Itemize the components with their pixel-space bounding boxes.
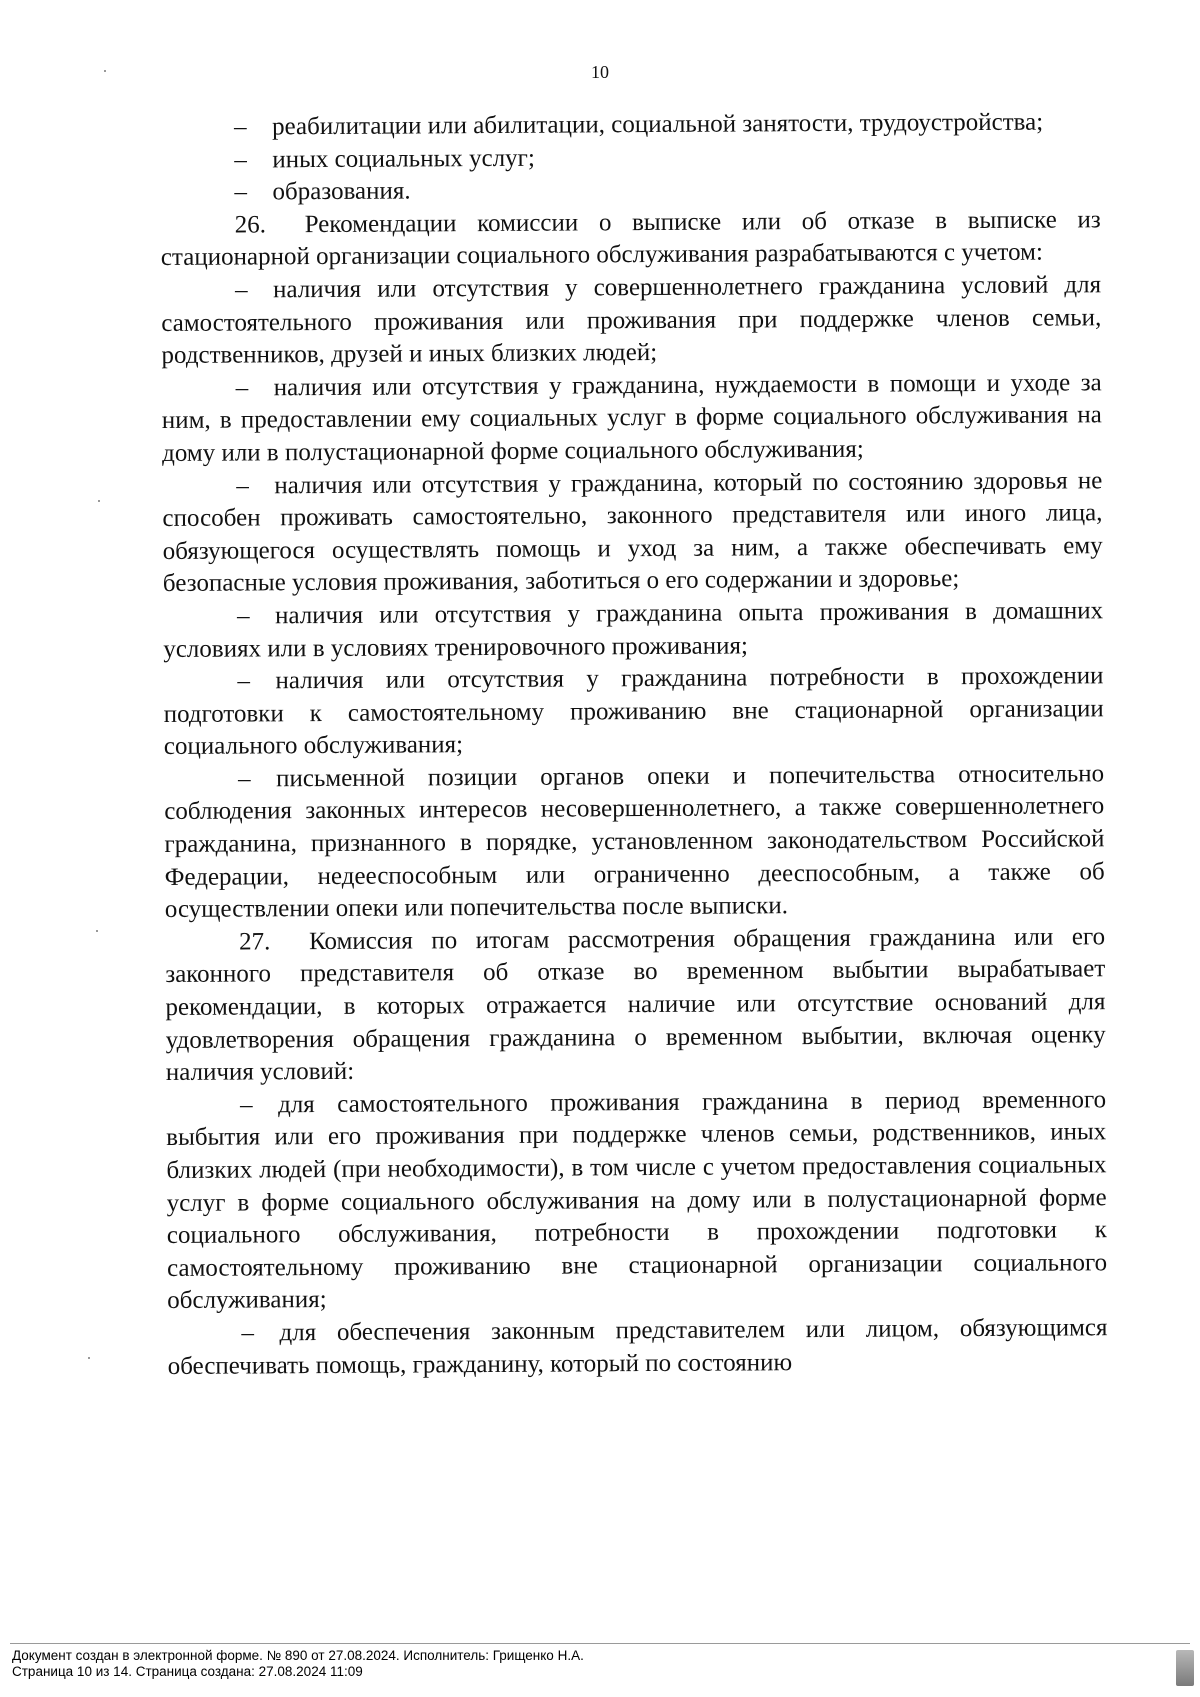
list-item: [163, 595, 1103, 666]
scan-speck: [98, 500, 100, 502]
list-item: [167, 1312, 1107, 1383]
document-footer: [12, 1648, 584, 1680]
dash-marker: –: [236, 471, 249, 500]
footer-divider: [10, 1643, 1190, 1644]
paragraph-text: Комиссия по итогам рассмотрения обращения гражданина или его законного представителя об отказе во временном выбытии вырабатывает рекомендации, в которых отражается наличие или отсутствие оснований для удовлетворения обращения гражданина о временном выбытии, включая оценку наличия условий:: [165, 923, 1106, 1087]
list-item-text: для обеспечения законным представителем или лицом, обязующимся обеспечивать помощь, гражданину, который по состоянию: [167, 1314, 1108, 1380]
list-item: [163, 660, 1104, 764]
list-item-text: наличия или отсутствия у гражданина потребности в прохождении подготовки к самостоятельному проживанию вне стационарной организации социального обслуживания;: [163, 662, 1104, 761]
paragraph-number: 27.: [238, 928, 271, 956]
dash-marker: –: [241, 1319, 255, 1347]
list-item-text: наличия или отсутствия у совершеннолетнего гражданина условий для самостоятельного проживания или проживания при поддержке членов семьи, родственников, друзей и иных близких людей;: [161, 271, 1102, 370]
dash-marker: –: [234, 178, 248, 206]
dash-marker: –: [239, 1091, 253, 1119]
list-item-text: наличия или отсутствия у гражданина, который по состоянию здоровья не способен проживать самостоятельно, законного представителя или иного лица, обязующегося осуществлять помощь и уход за ним, а также обеспечивать ему безопасные условия проживания, заботиться о его содержании и здоровье;: [162, 466, 1103, 598]
list-item: [162, 367, 1103, 471]
paragraph-number: 26.: [234, 211, 267, 239]
list-item: [164, 758, 1105, 927]
list-item: [161, 269, 1102, 373]
paragraph-text: Рекомендации комиссии о выписке или об отказе в выписке из стационарной организации социального обслуживания разрабатываются с учетом:: [160, 206, 1101, 272]
footer-line-page-info: Страница 10 из 14. Страница создана: 27.08.2024 11:09: [12, 1664, 363, 1679]
list-item-text: наличия или отсутствия у гражданина опыта проживания в домашних условиях или в условиях тренировочного проживания;: [163, 597, 1104, 663]
scan-speck: [104, 70, 106, 72]
page-number: 10: [591, 62, 609, 82]
list-item-text: наличия или отсутствия у гражданина, нуждаемости в помощи и уходе за ним, в предоставлении ему социальных услуг в форме социального обслуживания на дому или в полустационарной форме социального обслуживания;: [161, 369, 1102, 467]
list-item: [162, 465, 1103, 601]
dash-marker: –: [236, 602, 250, 630]
dash-marker: –: [235, 276, 248, 304]
list-item-text: письменной позиции органов опеки и попечительства относительно соблюдения законных интересов несовершеннолетнего, а также совершеннолетнего гражданина, признанного в порядке, установленном законодательством Российской Федерации, недееспособным или ограниченно дееспособным, а также об осуществлении опеки или попечительства после выписки.: [164, 760, 1105, 924]
list-item-text: иных социальных услуг;: [272, 144, 535, 173]
document-body: [160, 106, 1108, 1383]
emblem-icon: [1176, 1650, 1194, 1686]
numbered-paragraph: [161, 204, 1101, 275]
dash-marker: –: [234, 146, 247, 174]
numbered-paragraph: [165, 921, 1106, 1090]
dash-marker: –: [235, 374, 249, 402]
list-item: [166, 1084, 1107, 1318]
list-item-text: образования.: [272, 177, 411, 206]
list-item-text: для самостоятельного проживания гражданина в период временного выбытия или его проживания при поддержке членов семьи, родственников, иных близких людей (при необходимости), в том числе с учетом предоставления социальных услуг в форме социального обслуживания на дому или в полустационарной форме социального обслуживания, потребности в прохождении подготовки к самостоятельному проживанию вне стационарной организации социального обслуживания;: [166, 1086, 1108, 1315]
footer-line-document-info: Документ создан в электронной форме. № 890 от 27.08.2024. Исполнитель: Грищенко Н.А.: [12, 1648, 584, 1663]
list-item-text: реабилитации или абилитации, социальной занятости, трудоустройства;: [272, 108, 1044, 141]
dash-marker: –: [234, 113, 247, 141]
list-item: [160, 106, 1100, 144]
dash-marker: –: [237, 765, 251, 793]
dash-marker: –: [237, 667, 251, 695]
scan-speck: [96, 930, 98, 932]
scan-speck: [88, 1357, 90, 1359]
